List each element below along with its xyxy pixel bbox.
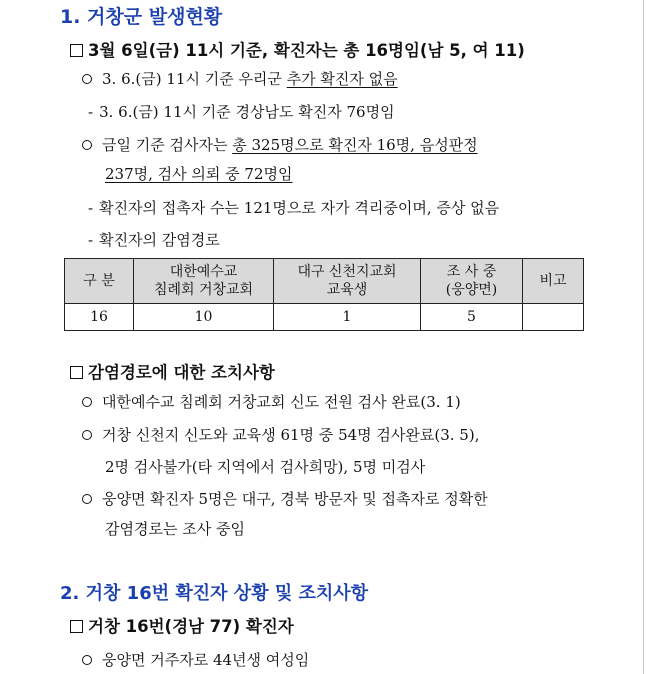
measures-item2 [82,424,479,445]
measures-item2-text-b: 2명 검사불가(타 지역에서 검사희망), 5명 미검사 [105,458,426,476]
table-header-cell [274,259,421,304]
section2-title: 2. 거창 16번 확진자 상황 및 조치사항 [60,583,369,604]
section2-item1-text: 웅양면 거주자로 44년생 여성임 [102,651,310,669]
table-cell: 5 [421,304,523,331]
dash-bullet: - [88,103,94,121]
checkbox-square-icon [70,620,83,633]
dash-bullet: - [88,199,94,217]
hollow-circle-bullet-icon [82,140,92,150]
header-investigating-line2: (웅양면) [445,282,498,298]
s1-item1-underlined: 추가 확진자 없음 [286,70,398,88]
hollow-circle-bullet-icon [82,655,92,665]
s1-sub2-text: 확진자의 접촉자 수는 121명으로 자가 격리중이며, 증상 없음 [99,199,500,217]
section2-box-heading [70,613,294,637]
section1-box-heading [70,37,525,61]
table-cell: 10 [134,304,274,331]
table-cell: 16 [65,304,134,331]
header-shincheonji-line2: 교육생 [326,282,368,298]
section1-title: 1. 거창군 발생현황 [60,6,223,28]
s1-item2-underlined-a: 총 325명으로 확진자 16명, 음성판정 [232,136,478,154]
s1-item1-text: 3. 6.(금) 11시 기준 우리군 [102,70,287,88]
s1-sub1-text: 3. 6.(금) 11시 기준 경상남도 확진자 76명임 [99,103,395,121]
hollow-circle-bullet-icon [82,74,92,84]
table-header-cell [421,259,523,304]
s1-item2 [82,134,478,155]
s1-item2-underlined-b: 237명, 검사 의뢰 중 72명임 [105,165,293,183]
measures-item1 [82,391,461,412]
s1-sub3-text: 확진자의 감염경로 [99,231,220,249]
measures-item2-text-a: 거창 신천지 신도와 교육생 61명 중 54명 검사완료(3. 5), [102,426,480,444]
measures-item3 [82,488,488,509]
checkbox-square-icon [70,44,83,57]
header-church-line2: 침례회 거창교회 [153,282,254,298]
table-cell [523,304,584,331]
checkbox-square-icon [70,366,83,379]
section2-box-heading-text: 거창 16번(경남 77) 확진자 [88,617,294,636]
s1-item2-text: 금일 기준 검사자는 [102,136,233,154]
table-row [65,304,584,331]
measures-heading [70,359,275,383]
table-header-cell [523,259,584,304]
s1-sub2 [88,197,499,218]
header-gubun: 구 분 [83,273,115,289]
hollow-circle-bullet-icon [82,494,92,504]
hollow-circle-bullet-icon [82,430,92,440]
measures-item3-cont [105,518,245,539]
table-cell: 1 [274,304,421,331]
table-header-cell [65,259,134,304]
measures-item3-text-b: 감염경로는 조사 중임 [105,520,245,538]
header-church-line1: 대한예수교 [169,264,238,280]
measures-item3-text-a: 웅양면 확진자 5명은 대구, 경북 방문자 및 접촉자로 정확한 [102,490,488,508]
s1-sub1 [88,101,395,122]
page-edge-rule [643,0,644,674]
s1-item1 [82,68,398,89]
header-investigating-line1: 조 사 중 [446,264,497,280]
s1-sub3 [88,229,220,250]
section2-item1 [82,649,309,670]
box-heading-text: 3월 6일(금) 11시 기준, 확진자는 총 16명임(남 5, 여 11) [88,41,525,60]
dash-bullet: - [88,231,94,249]
measures-item2-cont [105,456,425,477]
header-remarks: 비고 [539,273,567,289]
s1-item2-cont [105,163,292,184]
hollow-circle-bullet-icon [82,397,92,407]
table-header-row [65,259,584,304]
measures-item1-text: 대한예수교 침례회 거창교회 신도 전원 검사 완료(3. 1) [102,393,461,411]
header-shincheonji-line1: 대구 신천지교회 [297,264,397,280]
table-header-cell [134,259,274,304]
measures-heading-text: 감염경로에 대한 조치사항 [88,363,275,382]
infection-route-table [64,258,584,331]
